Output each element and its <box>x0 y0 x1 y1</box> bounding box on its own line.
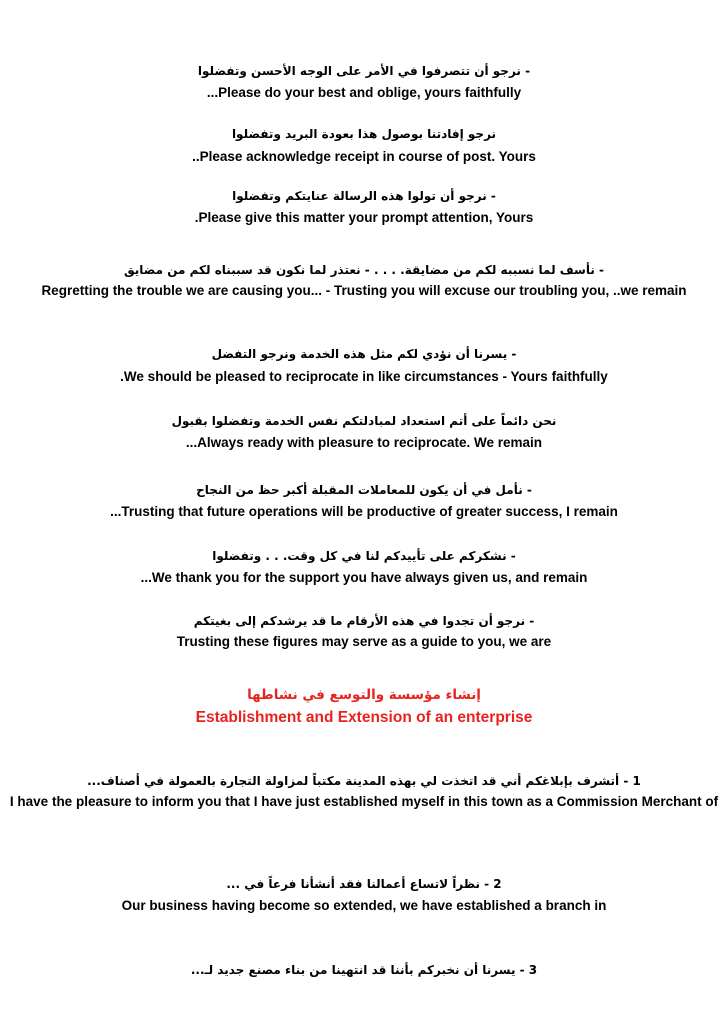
section-title-english: Establishment and Extension of an enterprise <box>195 709 533 726</box>
phrase-arabic: - نرجو أن تولوا هذه الرسالة عنايتكم وتفضلوا <box>232 189 496 203</box>
phrase-english: ..Please acknowledge receipt in course of post. Yours <box>192 149 536 164</box>
phrase-english: ...We thank you for the support you have always given us, and remain <box>140 570 588 585</box>
item-1 <box>0 773 728 811</box>
phrase-6 <box>0 413 728 452</box>
phrase-arabic: نحن دائماً على أتم استعداد لمبادلتكم نفس الخدمة وتفضلوا بقبول <box>171 414 557 428</box>
phrase-english: Trusting these figures may serve as a guide to you, we are <box>176 634 552 649</box>
phrase-9 <box>0 613 728 651</box>
phrase-english: ...Please do your best and oblige, yours faithfully <box>206 85 522 100</box>
item-arabic: 1 - أتشرف بإبلاغكم أني قد اتخذت لي بهذه المدينة مكتباً لمزاولة التجارة بالعمولة في أصناف... <box>87 774 641 788</box>
phrase-3 <box>0 188 728 227</box>
phrase-arabic: - يسرنا أن نؤدي لكم مثل هذه الخدمة ونرجو التفضل <box>211 347 517 361</box>
phrase-8 <box>0 548 728 587</box>
phrase-arabic: - نرجو أن تجدوا في هذه الأرقام ما قد يرشدكم إلى بغيتكم <box>193 614 535 628</box>
phrase-arabic: نرجو إفادتنا بوصول هذا بعودة البريد وتفضلوا <box>231 127 497 141</box>
item-english: I have the pleasure to inform you that I have just established myself in this town as a Commission Merchant of <box>9 794 719 809</box>
phrase-1 <box>0 63 728 102</box>
phrase-7 <box>0 482 728 521</box>
section-title-arabic: إنشاء مؤسسة والتوسع في نشاطها <box>247 687 481 703</box>
item-3 <box>0 962 728 978</box>
phrase-arabic: - نأمل في أن يكون للمعاملات المقبلة أكبر حظ من النجاح <box>196 483 532 497</box>
phrase-5 <box>0 346 728 386</box>
phrase-english: .Please give this matter your prompt attention, Yours <box>194 210 534 225</box>
phrase-english: Regretting the trouble we are causing you... - Trusting you will excuse our troubling you, ..we remain <box>41 283 687 298</box>
phrase-arabic: - نرجو أن تتصرفوا في الأمر على الوجه الأحسن وتفضلوا <box>197 64 531 78</box>
section-heading <box>0 686 728 728</box>
phrase-english: ...Always ready with pleasure to reciprocate. We remain <box>185 435 543 450</box>
phrase-arabic: - نشكركم على تأييدكم لنا في كل وقت. . . وتفضلوا <box>212 549 516 563</box>
phrase-4 <box>0 262 728 300</box>
item-english: Our business having become so extended, we have established a branch in <box>121 898 607 913</box>
phrase-english: ...Trusting that future operations will be productive of greater success, I remain <box>110 504 618 519</box>
phrase-arabic: - نأسف لما نسببه لكم من مضايقة. . . . - نعتذر لما نكون قد سببناه لكم من مضايق <box>123 263 605 277</box>
item-arabic: 2 - نظراً لاتساع أعمالنا فقد أنشأنا فرعاً في ... <box>226 877 502 891</box>
phrase-2 <box>0 126 728 166</box>
item-2 <box>0 876 728 915</box>
phrase-english: .We should be pleased to reciprocate in like circumstances - Yours faithfully <box>120 369 608 384</box>
item-arabic: 3 - يسرنا أن نخبركم بأننا قد انتهينا من بناء مصنع جديد لـ... <box>190 963 538 977</box>
